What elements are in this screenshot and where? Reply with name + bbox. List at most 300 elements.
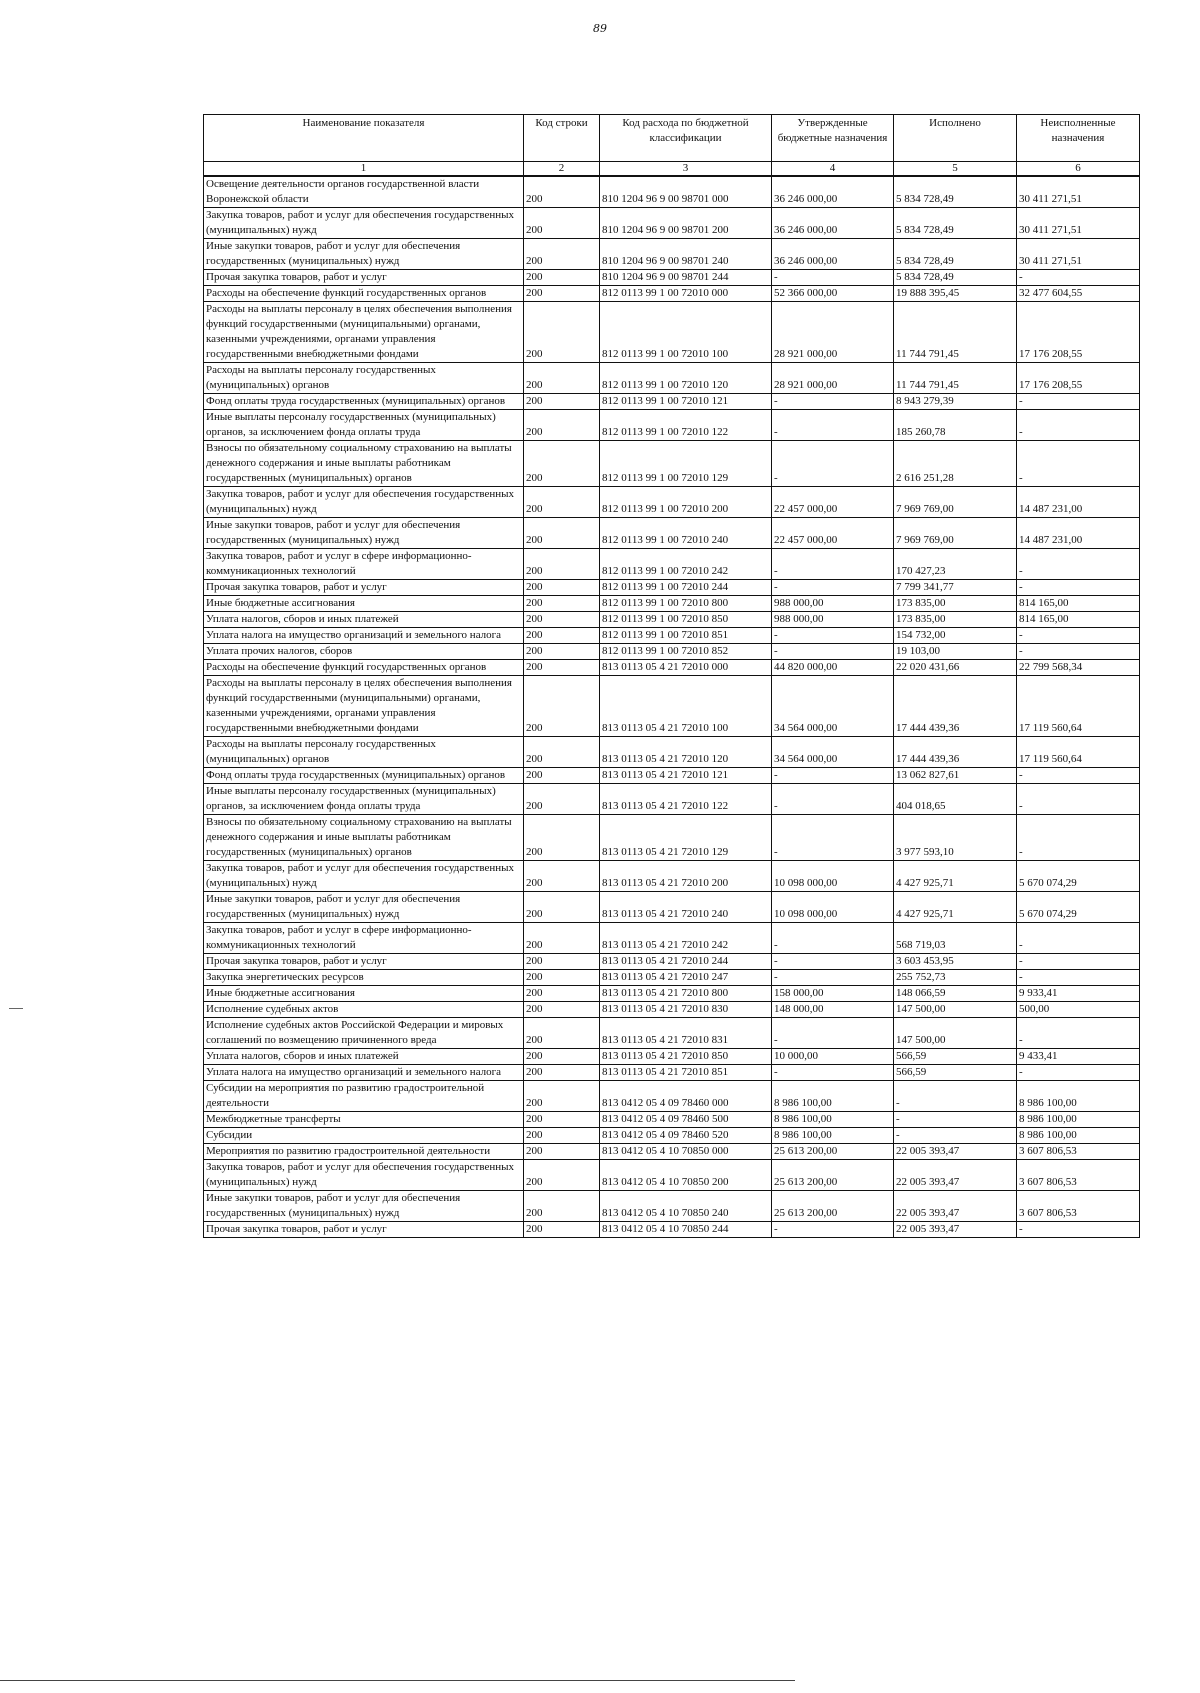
row-approved: 8 986 100,00 [772,1081,894,1112]
row-line-code: 200 [524,1018,600,1049]
row-name-text: Уплата прочих налогов, сборов [206,645,353,657]
page-number: 89 [593,22,607,35]
row-executed: 22 005 393,47 [894,1222,1017,1238]
row-line-code: 200 [524,1191,600,1222]
row-executed: 173 835,00 [894,612,1017,628]
table-row [204,1049,1140,1065]
row-line-code: 200 [524,986,600,1002]
row-unexecuted: 5 670 074,29 [1017,892,1140,923]
row-classification-code: 813 0113 05 4 21 72010 100 [600,676,772,737]
row-name-text: Субсидии на мероприятия по развитию градостроительной деятельности [206,1082,485,1109]
row-unexecuted: 5 670 074,29 [1017,861,1140,892]
row-classification-code: 813 0412 05 4 10 70850 000 [600,1144,772,1160]
row-classification-code: 810 1204 96 9 00 98701 000 [600,176,772,208]
row-line-code: 200 [524,784,600,815]
row-name-text: Расходы на выплаты персоналу в целях обеспечения выполнения функций государственными (муниципальными) органами, казенными учреждениями, органами управления государственными внебюджетными фондами [206,303,512,360]
row-name [204,1002,524,1018]
row-executed: 8 943 279,39 [894,394,1017,410]
row-line-code: 200 [524,892,600,923]
row-name [204,580,524,596]
row-classification-code: 813 0113 05 4 21 72010 121 [600,768,772,784]
table-row [204,970,1140,986]
row-classification-code: 810 1204 96 9 00 98701 244 [600,270,772,286]
row-name [204,286,524,302]
row-approved: 22 457 000,00 [772,518,894,549]
row-name-text: Закупка товаров, работ и услуг для обеспечения государственных (муниципальных) нужд [206,862,515,889]
row-name [204,768,524,784]
column-number: 2 [524,162,600,177]
row-classification-code: 813 0113 05 4 21 72010 120 [600,737,772,768]
row-name [204,596,524,612]
row-approved: 22 457 000,00 [772,487,894,518]
row-unexecuted: - [1017,1222,1140,1238]
row-name [204,1222,524,1238]
row-executed: 255 752,73 [894,970,1017,986]
row-line-code: 200 [524,1222,600,1238]
column-number: 6 [1017,162,1140,177]
row-approved: 36 246 000,00 [772,208,894,239]
row-name-text: Уплата налога на имущество организаций и земельного налога [206,629,502,641]
row-executed: 11 744 791,45 [894,302,1017,363]
row-classification-code: 810 1204 96 9 00 98701 240 [600,239,772,270]
row-approved: - [772,768,894,784]
row-approved: - [772,1018,894,1049]
row-classification-code: 812 0113 99 1 00 72010 129 [600,441,772,487]
row-line-code: 200 [524,1160,600,1191]
table-row [204,239,1140,270]
row-unexecuted: 17 119 560,64 [1017,676,1140,737]
row-executed: 3 603 453,95 [894,954,1017,970]
table-row [204,441,1140,487]
row-unexecuted: - [1017,580,1140,596]
row-name [204,1081,524,1112]
row-name-text: Субсидии [206,1129,253,1141]
row-unexecuted: 8 986 100,00 [1017,1112,1140,1128]
margin-mark [9,1008,23,1009]
row-line-code: 200 [524,628,600,644]
header-classification-code: Код расхода по бюджетной классификации [600,115,772,162]
row-classification-code: 812 0113 99 1 00 72010 200 [600,487,772,518]
row-name [204,1018,524,1049]
row-unexecuted: 3 607 806,53 [1017,1160,1140,1191]
table-row [204,410,1140,441]
row-classification-code: 813 0113 05 4 21 72010 200 [600,861,772,892]
row-executed: - [894,1128,1017,1144]
row-line-code: 200 [524,286,600,302]
row-executed: - [894,1081,1017,1112]
row-name-text: Прочая закупка товаров, работ и услуг [206,271,387,283]
table-body [204,176,1140,1238]
row-unexecuted: - [1017,549,1140,580]
row-name-text: Иные закупки товаров, работ и услуг для обеспечения государственных (муниципальных) нужд [206,240,461,267]
row-unexecuted: - [1017,270,1140,286]
row-classification-code: 812 0113 99 1 00 72010 120 [600,363,772,394]
row-name [204,410,524,441]
row-approved: 988 000,00 [772,596,894,612]
row-classification-code: 813 0113 05 4 21 72010 129 [600,815,772,861]
row-name-text: Уплата налогов, сборов и иных платежей [206,613,399,625]
row-name [204,954,524,970]
row-classification-code: 813 0113 05 4 21 72010 000 [600,660,772,676]
row-line-code: 200 [524,954,600,970]
row-line-code: 200 [524,363,600,394]
row-line-code: 200 [524,176,600,208]
row-executed: 11 744 791,45 [894,363,1017,394]
table-row [204,176,1140,208]
row-name-text: Иные выплаты персоналу государственных (муниципальных) органов, за исключением фонда оплаты труда [206,411,496,438]
column-number: 3 [600,162,772,177]
row-classification-code: 812 0113 99 1 00 72010 240 [600,518,772,549]
row-unexecuted: 9 433,41 [1017,1049,1140,1065]
table-row [204,861,1140,892]
row-executed: 2 616 251,28 [894,441,1017,487]
row-name-text: Исполнение судебных актов [206,1003,339,1015]
row-approved: 52 366 000,00 [772,286,894,302]
row-name [204,441,524,487]
row-unexecuted: 14 487 231,00 [1017,518,1140,549]
table-row [204,363,1140,394]
row-approved: - [772,784,894,815]
row-unexecuted: 32 477 604,55 [1017,286,1140,302]
table-row [204,596,1140,612]
header-approved: Утвержденные бюджетные назначения [772,115,894,162]
row-name-text: Расходы на обеспечение функций государственных органов [206,661,487,673]
row-name-text: Закупка товаров, работ и услуг в сфере информационно-коммуникационных технологий [206,924,472,951]
row-name-text: Иные выплаты персоналу государственных (муниципальных) органов, за исключением фонда оплаты труда [206,785,496,812]
row-name [204,986,524,1002]
row-name [204,628,524,644]
row-classification-code: 813 0113 05 4 21 72010 850 [600,1049,772,1065]
row-line-code: 200 [524,1049,600,1065]
row-executed: 7 799 341,77 [894,580,1017,596]
row-executed: - [894,1112,1017,1128]
row-line-code: 200 [524,768,600,784]
row-approved: - [772,580,894,596]
row-name-text: Закупка товаров, работ и услуг для обеспечения государственных (муниципальных) нужд [206,1161,515,1188]
row-line-code: 200 [524,1081,600,1112]
row-executed: 5 834 728,49 [894,239,1017,270]
row-unexecuted: 500,00 [1017,1002,1140,1018]
row-line-code: 200 [524,644,600,660]
row-name [204,612,524,628]
table-row [204,286,1140,302]
row-name-text: Иные закупки товаров, работ и услуг для обеспечения государственных (муниципальных) нужд [206,1192,461,1219]
header-row [204,115,1140,162]
table-row [204,628,1140,644]
row-classification-code: 813 0412 05 4 09 78460 500 [600,1112,772,1128]
row-line-code: 200 [524,208,600,239]
row-line-code: 200 [524,270,600,286]
row-approved: 28 921 000,00 [772,302,894,363]
row-approved: - [772,549,894,580]
row-classification-code: 812 0113 99 1 00 72010 850 [600,612,772,628]
row-name [204,1191,524,1222]
row-executed: 22 005 393,47 [894,1144,1017,1160]
row-name-text: Закупка товаров, работ и услуг в сфере информационно-коммуникационных технологий [206,550,472,577]
row-classification-code: 810 1204 96 9 00 98701 200 [600,208,772,239]
table-row [204,784,1140,815]
row-name-text: Прочая закупка товаров, работ и услуг [206,1223,387,1235]
row-name [204,660,524,676]
table-row [204,1065,1140,1081]
row-name-text: Межбюджетные трансферты [206,1113,341,1125]
row-unexecuted: 814 165,00 [1017,612,1140,628]
table-row [204,986,1140,1002]
row-executed: 404 018,65 [894,784,1017,815]
row-unexecuted: 14 487 231,00 [1017,487,1140,518]
row-unexecuted: - [1017,970,1140,986]
row-name [204,815,524,861]
row-unexecuted: - [1017,628,1140,644]
table-row [204,1222,1140,1238]
row-name-text: Закупка товаров, работ и услуг для обеспечения государственных (муниципальных) нужд [206,209,515,236]
row-unexecuted: 17 119 560,64 [1017,737,1140,768]
row-approved: 158 000,00 [772,986,894,1002]
row-executed: 566,59 [894,1049,1017,1065]
row-approved: 36 246 000,00 [772,239,894,270]
row-classification-code: 813 0113 05 4 21 72010 851 [600,1065,772,1081]
row-line-code: 200 [524,1065,600,1081]
row-line-code: 200 [524,302,600,363]
row-unexecuted: 17 176 208,55 [1017,302,1140,363]
row-executed: 566,59 [894,1065,1017,1081]
row-name [204,1144,524,1160]
row-unexecuted: 30 411 271,51 [1017,176,1140,208]
row-unexecuted: - [1017,768,1140,784]
row-name-text: Закупка энергетических ресурсов [206,971,364,983]
row-approved: - [772,410,894,441]
row-executed: 147 500,00 [894,1018,1017,1049]
column-number: 5 [894,162,1017,177]
row-name-text: Взносы по обязательному социальному страхованию на выплаты денежного содержания и иные выплаты работникам государственных (муниципальных) органов [206,816,512,858]
row-line-code: 200 [524,676,600,737]
table-row [204,676,1140,737]
table-row [204,208,1140,239]
row-classification-code: 812 0113 99 1 00 72010 800 [600,596,772,612]
table-row [204,1081,1140,1112]
table-row [204,660,1140,676]
row-executed: 4 427 925,71 [894,892,1017,923]
table-row [204,1160,1140,1191]
table-row [204,737,1140,768]
row-unexecuted: 22 799 568,34 [1017,660,1140,676]
row-classification-code: 812 0113 99 1 00 72010 122 [600,410,772,441]
row-line-code: 200 [524,1128,600,1144]
table-row [204,923,1140,954]
row-executed: 3 977 593,10 [894,815,1017,861]
row-unexecuted: - [1017,394,1140,410]
row-executed: 19 888 395,45 [894,286,1017,302]
row-name [204,394,524,410]
row-classification-code: 813 0113 05 4 21 72010 242 [600,923,772,954]
row-name-text: Фонд оплаты труда государственных (муниципальных) органов [206,395,506,407]
row-name-text: Иные закупки товаров, работ и услуг для обеспечения государственных (муниципальных) нужд [206,519,461,546]
row-classification-code: 813 0113 05 4 21 72010 244 [600,954,772,970]
row-approved: - [772,628,894,644]
row-line-code: 200 [524,549,600,580]
header-line-code: Код строки [524,115,600,162]
row-approved: 28 921 000,00 [772,363,894,394]
row-name-text: Взносы по обязательному социальному страхованию на выплаты денежного содержания и иные выплаты работникам государственных (муниципальных) органов [206,442,512,484]
row-unexecuted: 3 607 806,53 [1017,1144,1140,1160]
row-classification-code: 812 0113 99 1 00 72010 121 [600,394,772,410]
row-executed: 7 969 769,00 [894,518,1017,549]
row-unexecuted: 9 933,41 [1017,986,1140,1002]
row-name [204,644,524,660]
row-approved: 36 246 000,00 [772,176,894,208]
row-name-text: Прочая закупка товаров, работ и услуг [206,581,387,593]
row-name [204,549,524,580]
row-unexecuted: - [1017,441,1140,487]
table-row [204,954,1140,970]
row-classification-code: 812 0113 99 1 00 72010 851 [600,628,772,644]
row-approved: - [772,954,894,970]
row-name-text: Иные закупки товаров, работ и услуг для обеспечения государственных (муниципальных) нужд [206,893,461,920]
row-name [204,518,524,549]
row-name [204,1160,524,1191]
row-name [204,676,524,737]
row-unexecuted: - [1017,923,1140,954]
row-approved: - [772,441,894,487]
table-row [204,394,1140,410]
row-approved: 34 564 000,00 [772,676,894,737]
row-name-text: Освещение деятельности органов государственной власти Воронежской области [206,178,480,205]
row-unexecuted: - [1017,1018,1140,1049]
row-line-code: 200 [524,239,600,270]
row-approved: - [772,270,894,286]
row-name-text: Уплата налогов, сборов и иных платежей [206,1050,399,1062]
row-name [204,1112,524,1128]
row-executed: 5 834 728,49 [894,270,1017,286]
row-unexecuted: 3 607 806,53 [1017,1191,1140,1222]
row-name-text: Уплата налога на имущество организаций и земельного налога [206,1066,502,1078]
row-approved: 44 820 000,00 [772,660,894,676]
row-classification-code: 813 0113 05 4 21 72010 831 [600,1018,772,1049]
row-classification-code: 813 0113 05 4 21 72010 800 [600,986,772,1002]
row-executed: 7 969 769,00 [894,487,1017,518]
row-line-code: 200 [524,861,600,892]
header-indicator-name: Наименование показателя [204,115,524,162]
row-line-code: 200 [524,1112,600,1128]
table-row [204,487,1140,518]
row-name [204,1065,524,1081]
row-executed: 147 500,00 [894,1002,1017,1018]
row-executed: 170 427,23 [894,549,1017,580]
table-row [204,1018,1140,1049]
row-approved: 25 613 200,00 [772,1160,894,1191]
row-unexecuted: - [1017,815,1140,861]
row-unexecuted: - [1017,410,1140,441]
row-classification-code: 812 0113 99 1 00 72010 100 [600,302,772,363]
table-row [204,518,1140,549]
row-approved: - [772,815,894,861]
row-line-code: 200 [524,970,600,986]
row-approved: - [772,970,894,986]
row-name-text: Расходы на выплаты персоналу в целях обеспечения выполнения функций государственными (муниципальными) органами, казенными учреждениями, органами управления государственными внебюджетными фондами [206,677,512,734]
row-unexecuted: - [1017,644,1140,660]
row-approved: 25 613 200,00 [772,1144,894,1160]
row-approved: - [772,394,894,410]
row-approved: - [772,1065,894,1081]
table-row [204,1144,1140,1160]
row-classification-code: 813 0412 05 4 09 78460 000 [600,1081,772,1112]
table-row [204,768,1140,784]
row-name [204,861,524,892]
row-approved: - [772,923,894,954]
row-name [204,784,524,815]
table-row [204,1128,1140,1144]
row-name-text: Иные бюджетные ассигнования [206,597,355,609]
row-approved: 10 098 000,00 [772,861,894,892]
row-name [204,737,524,768]
footer-rule [0,1680,795,1681]
row-name-text: Расходы на выплаты персоналу государственных (муниципальных) органов [206,738,436,765]
row-approved: 25 613 200,00 [772,1191,894,1222]
row-name [204,176,524,208]
row-executed: 17 444 439,36 [894,676,1017,737]
row-name-text: Расходы на обеспечение функций государственных органов [206,287,487,299]
row-unexecuted: 30 411 271,51 [1017,208,1140,239]
row-classification-code: 813 0412 05 4 10 70850 244 [600,1222,772,1238]
row-name [204,487,524,518]
row-name-text: Иные бюджетные ассигнования [206,987,355,999]
row-unexecuted: 17 176 208,55 [1017,363,1140,394]
row-executed: 22 005 393,47 [894,1160,1017,1191]
row-executed: 568 719,03 [894,923,1017,954]
row-name-text: Мероприятия по развитию градостроительной деятельности [206,1145,491,1157]
row-line-code: 200 [524,815,600,861]
row-executed: 173 835,00 [894,596,1017,612]
table-row [204,612,1140,628]
row-name-text: Исполнение судебных актов Российской Федерации и мировых соглашений по возмещению причиненного вреда [206,1019,504,1046]
row-unexecuted: 814 165,00 [1017,596,1140,612]
row-name [204,1128,524,1144]
row-approved: 148 000,00 [772,1002,894,1018]
column-number: 1 [204,162,524,177]
row-executed: 5 834 728,49 [894,208,1017,239]
row-classification-code: 813 0412 05 4 09 78460 520 [600,1128,772,1144]
row-unexecuted: 30 411 271,51 [1017,239,1140,270]
table-row [204,1002,1140,1018]
row-executed: 17 444 439,36 [894,737,1017,768]
row-name [204,923,524,954]
row-line-code: 200 [524,580,600,596]
row-name-text: Прочая закупка товаров, работ и услуг [206,955,387,967]
row-name [204,239,524,270]
row-classification-code: 813 0113 05 4 21 72010 247 [600,970,772,986]
row-approved: - [772,1222,894,1238]
table-row [204,892,1140,923]
budget-execution-table [203,114,1140,1238]
table-row [204,302,1140,363]
row-name [204,208,524,239]
row-executed: 148 066,59 [894,986,1017,1002]
row-executed: 13 062 827,61 [894,768,1017,784]
row-executed: 154 732,00 [894,628,1017,644]
row-line-code: 200 [524,410,600,441]
row-classification-code: 813 0412 05 4 10 70850 200 [600,1160,772,1191]
row-line-code: 200 [524,518,600,549]
row-classification-code: 813 0113 05 4 21 72010 830 [600,1002,772,1018]
row-unexecuted: - [1017,1065,1140,1081]
table-row [204,815,1140,861]
row-classification-code: 812 0113 99 1 00 72010 242 [600,549,772,580]
row-executed: 4 427 925,71 [894,861,1017,892]
row-line-code: 200 [524,596,600,612]
row-name [204,270,524,286]
row-executed: 5 834 728,49 [894,176,1017,208]
row-line-code: 200 [524,394,600,410]
